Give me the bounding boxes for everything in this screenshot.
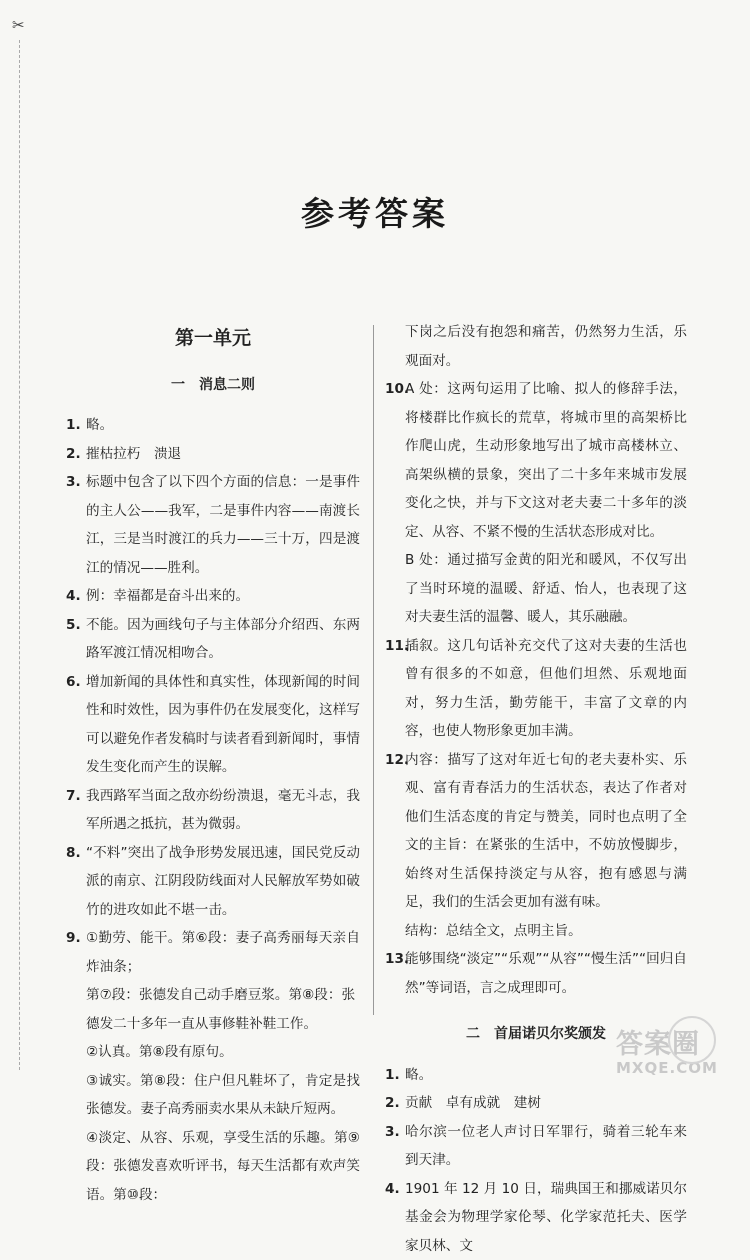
answer-number: 2.	[385, 1089, 400, 1118]
answer-number: 3.	[66, 468, 81, 497]
answer-number: 8.	[66, 839, 81, 868]
answer-text: 不能。因为画线句子与主体部分介绍西、东两路军渡江情况相吻合。	[86, 611, 360, 668]
right-answer-list-2	[385, 1061, 687, 1260]
watermark-circle-icon	[668, 1016, 716, 1064]
answer-number: 2.	[66, 440, 81, 469]
answer-number: 3.	[385, 1118, 400, 1147]
left-answer-item	[66, 668, 360, 782]
page-title: 参考答案	[0, 188, 750, 235]
answer-text-part: B 处：通过描写金黄的阳光和暖风，不仅写出了当时环境的温暖、舒适、怡人，也表现了这对夫妻生活的温馨、暖人，其乐融融。	[405, 546, 687, 632]
answer-number: 5.	[66, 611, 81, 640]
answer-number: 7.	[66, 782, 81, 811]
answer-item-9	[66, 924, 360, 981]
left-answer-item	[66, 440, 360, 469]
left-answer-list	[66, 411, 360, 924]
section-title-2: 二 首届诺贝尔奖颁发	[385, 1020, 687, 1049]
answer-text: 例：幸福都是奋斗出来的。	[86, 582, 360, 611]
column-divider	[373, 325, 374, 1015]
right-answer-item	[385, 375, 687, 632]
answer-number: 4.	[385, 1175, 400, 1204]
answer-text: 内容：描写了这对年近七旬的老夫妻朴实、乐观、富有青春活力的生活状态，表达了作者对他们生活态度的肯定与赞美，同时也点明了全文的主旨：在紧张的生活中，不妨放慢脚步，始终对生活保持淡定与从容，抱有感恩与满足，我们的生活会更加有滋有味。	[405, 746, 687, 917]
answer-text: 能够围绕“淡定”“乐观”“从容”“慢生活”“回归自然”等词语，言之成理即可。	[405, 945, 687, 1002]
answer-text: ①勤劳、能干。第⑥段：妻子高秀丽每天亲自炸油条；	[86, 924, 360, 981]
answer-number: 9.	[66, 924, 81, 953]
answer-number: 11.	[385, 632, 409, 661]
answer-text: 插叙。这几句话补充交代了这对夫妻的生活也曾有很多的不如意，但他们坦然、乐观地面对，努力生活，勤劳能干，丰富了文章的内容，也使人物形象更加丰满。	[405, 632, 687, 746]
left-answer-item	[66, 582, 360, 611]
right-column	[385, 318, 687, 1260]
answer-number: 10.	[385, 375, 409, 404]
answer-text: 增加新闻的具体性和真实性，体现新闻的时间性和时效性，因为事件仍在发展变化，这样写可以避免作者发稿时与读者看到新闻时，事情发生变化而产生的误解。	[86, 668, 360, 782]
answer-text: 我西路军当面之敌亦纷纷溃退，毫无斗志，我军所遇之抵抗，甚为微弱。	[86, 782, 360, 839]
section-title-1: 一 消息二则	[66, 371, 360, 400]
answer-text: 摧枯拉朽 溃退	[86, 440, 360, 469]
answer-text: 贡献 卓有成就 建树	[405, 1089, 687, 1118]
watermark-logo	[616, 1022, 734, 1086]
answer-text: 略。	[86, 411, 360, 440]
answer-continuation: 第⑦段：张德发自己动手磨豆浆。第⑧段：张德发二十多年一直从事修鞋补鞋工作。	[66, 981, 360, 1038]
answer-number: 1.	[66, 411, 81, 440]
answer-text-part: 结构：总结全文，点明主旨。	[405, 917, 687, 946]
right-answer-2-item	[385, 1175, 687, 1260]
right-answer-item	[385, 945, 687, 1002]
answer-number: 13.	[385, 945, 409, 974]
unit-title: 第一单元	[66, 324, 360, 353]
answer-number: 6.	[66, 668, 81, 697]
answer-continuation-top: 下岗之后没有抱怨和痛苦，仍然努力生活，乐观面对。	[385, 318, 687, 375]
answer-sub-3: ③诚实。第⑧段：住户但凡鞋坏了，肯定是找张德发。妻子高秀丽卖水果从未缺斤短两。	[66, 1067, 360, 1124]
answer-number: 1.	[385, 1061, 400, 1090]
answer-text: A 处：这两句运用了比喻、拟人的修辞手法，将楼群比作疯长的荒草，将城市里的高架桥比作爬山虎，生动形象地写出了城市高楼林立、高架纵横的景象，突出了二十多年来城市发展变化之快，并与下文这对老夫妻二十多年的淡定、从容、不紧不慢的生活状态形成对比。	[405, 375, 687, 546]
answer-text: “不料”突出了战争形势发展迅速，国民党反动派的南京、江阴段防线面对人民解放军势如破竹的进攻如此不堪一击。	[86, 839, 360, 925]
answer-text: 1901 年 12 月 10 日，瑞典国王和挪威诺贝尔基金会为物理学家伦琴、化学家范托夫、医学家贝林、文	[405, 1175, 687, 1260]
left-answer-item	[66, 611, 360, 668]
left-answer-item	[66, 782, 360, 839]
right-answer-2-item	[385, 1118, 687, 1175]
answer-sub-4: ④淡定、从容、乐观，享受生活的乐趣。第⑨段：张德发喜欢听评书，每天生活都有欢声笑语。第⑩段：	[66, 1124, 360, 1210]
answer-number: 12.	[385, 746, 409, 775]
right-answer-2-item	[385, 1089, 687, 1118]
left-answer-item	[66, 411, 360, 440]
answer-text: 略。	[405, 1061, 687, 1090]
right-answer-item	[385, 632, 687, 746]
watermark-url: MXQE.COM	[616, 1059, 734, 1077]
left-answer-item	[66, 839, 360, 925]
answer-text: 标题中包含了以下四个方面的信息：一是事件的主人公——我军，二是事件内容——南渡长江，三是当时渡江的兵力——三十万，四是渡江的情况——胜利。	[86, 468, 360, 582]
scissors-icon: ✂	[12, 16, 25, 34]
right-answer-item	[385, 746, 687, 946]
left-answer-item	[66, 468, 360, 582]
answer-sub-2: ②认真。第⑧段有原句。	[66, 1038, 360, 1067]
answer-number: 4.	[66, 582, 81, 611]
watermark-text: 答案圈	[616, 1022, 734, 1061]
answer-text: 哈尔滨一位老人声讨日军罪行，骑着三轮车来到天津。	[405, 1118, 687, 1175]
left-column	[66, 320, 360, 1209]
right-answer-list	[385, 375, 687, 1002]
